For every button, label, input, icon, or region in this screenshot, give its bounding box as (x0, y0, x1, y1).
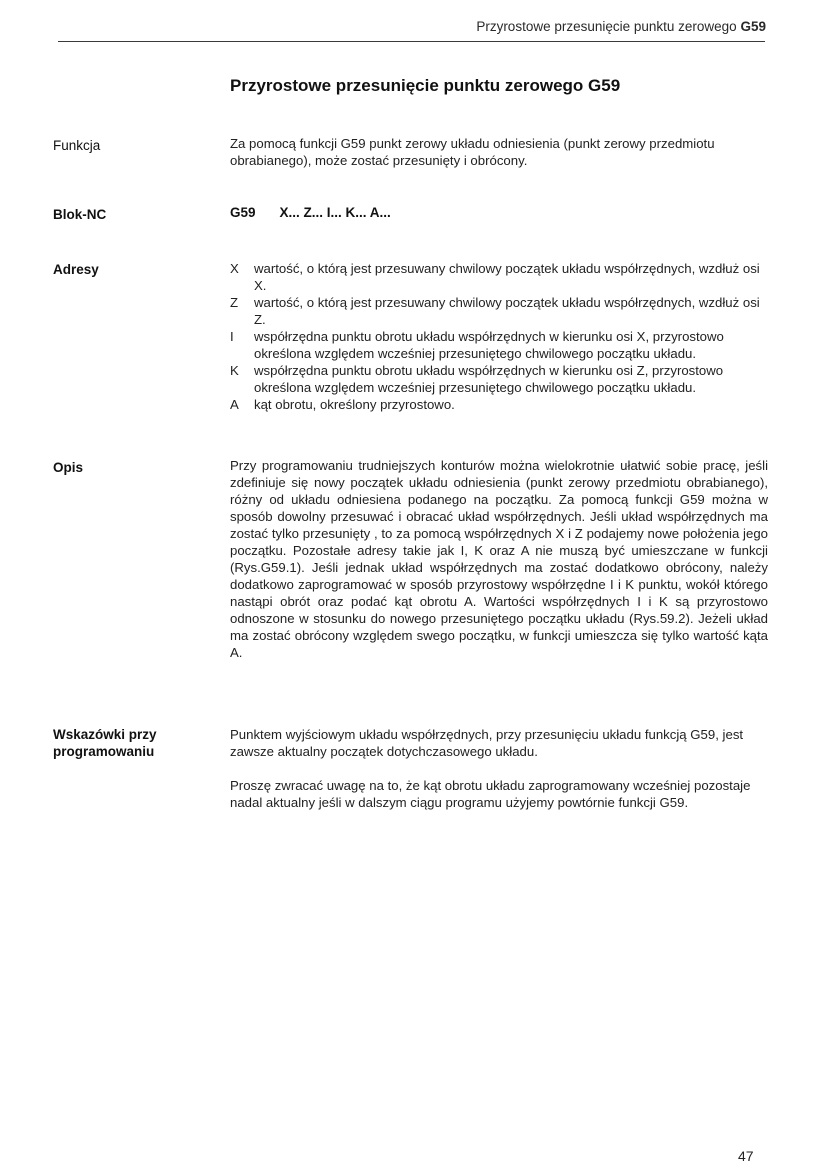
address-letter: X (230, 261, 239, 276)
page-title: Przyrostowe przesunięcie punktu zerowego G59 (230, 76, 621, 95)
address-description: kąt obrotu, określony przyrostowo. (254, 397, 455, 412)
section-label-funkcja: Funkcja (53, 138, 101, 153)
opis-text: Przy programowaniu trudniejszych konturów można wielokrotnie ułatwić sobie pracę, jeśli zdefiniuje się nowy początek układu odniesienia (punkt zerowy przedmiotu obrabianego), różny od układu odniesiena podanego na początku. Za pomocą funkcji G59 można w sposób dowolny przesuwać i obracać układ współrzędnych. Jeśli układ współrzędnych ma zostać tylko przesunięty , to za pomocą współrzędnych X i Z podajemy nowe położenia jego początku. Pozostałe adresy takie jak I, K oraz A nie muszą być umieszczane w funkcji (Rys.G59.1). Jeśli jednak układ współrzędnych ma zostać dodatkowo obrócony, należy dodatkowo zaprogramować w sposób przyrostowy współrzędne I i K punktu, wokół którego nastąpi obrót oraz podać kąt obrotu A. Wartości współrzędnych I i K są przyrostowo odnoszone w stosunku do nowego przesuniętego początku układu (Rys.59.2). Jeżeli układ ma zostać obrócony względem swego początku, w funkcji umieszcza się tylko wartość kąta A. (230, 458, 768, 660)
address-item (230, 328, 768, 362)
section-body-wskazowki (230, 726, 768, 811)
section-label-wskazowki-line2: programowaniu (53, 744, 155, 759)
running-header-code: G59 (740, 19, 766, 34)
nc-block-syntax (230, 205, 391, 220)
page-number: 47 (738, 1148, 754, 1164)
running-header-title: Przyrostowe przesunięcie punktu zerowego (476, 19, 737, 34)
address-letter: Z (230, 295, 239, 310)
wskazowki-paragraph-1: Punktem wyjściowym układu współrzędnych, przy przesunięciu układu funkcją G59, jest zawsze aktualny początek dotychczasowego układu. (230, 727, 744, 759)
address-description: współrzędna punktu obrotu układu współrzędnych w kierunku osi X, przyrostowo określona względem wcześniej przesuniętego chwilowego początku układu. (254, 329, 724, 361)
wskazowki-paragraph-2: Proszę zwracać uwagę na to, że kąt obrotu układu zaprogramowany wcześniej pozostaje nadal aktualny jeśli w dalszym ciągu programu użyjemy powtórnie funkcji G59. (230, 778, 751, 810)
section-body-funkcja (230, 135, 768, 169)
section-label-opis: Opis (53, 460, 84, 475)
section-label-adresy: Adresy (53, 262, 99, 277)
nc-block-addresses: X... Z... I... K... A... (279, 205, 391, 220)
header-rule (58, 41, 765, 42)
address-letter: K (230, 363, 239, 378)
address-description: wartość, o którą jest przesuwany chwilowy początek układu współrzędnych, wzdłuż osi Z. (254, 295, 760, 327)
address-description: wartość, o którą jest przesuwany chwilowy początek układu współrzędnych, wzdłuż osi X. (254, 261, 760, 293)
nc-block-code: G59 (230, 205, 256, 220)
section-body-opis (230, 457, 768, 661)
address-item (230, 396, 768, 413)
section-label-wskazowki (53, 726, 157, 760)
section-label-wskazowki-line1: Wskazówki przy (53, 727, 157, 742)
address-letter: A (230, 397, 239, 412)
address-letter: I (230, 329, 234, 344)
running-header (476, 19, 766, 34)
section-body-adresy (230, 260, 768, 413)
address-item (230, 362, 768, 396)
section-label-blok-nc: Blok-NC (53, 207, 107, 222)
address-list (230, 260, 768, 413)
funkcja-text: Za pomocą funkcji G59 punkt zerowy układu odniesienia (punkt zerowy przedmiotu obrabianego), może zostać przesunięty i obrócony. (230, 136, 715, 168)
address-description: współrzędna punktu obrotu układu współrzędnych w kierunku osi Z, przyrostowo określona względem wcześniej przesuniętego chwilowego początku układu. (254, 363, 724, 395)
address-item (230, 260, 768, 294)
address-item (230, 294, 768, 328)
